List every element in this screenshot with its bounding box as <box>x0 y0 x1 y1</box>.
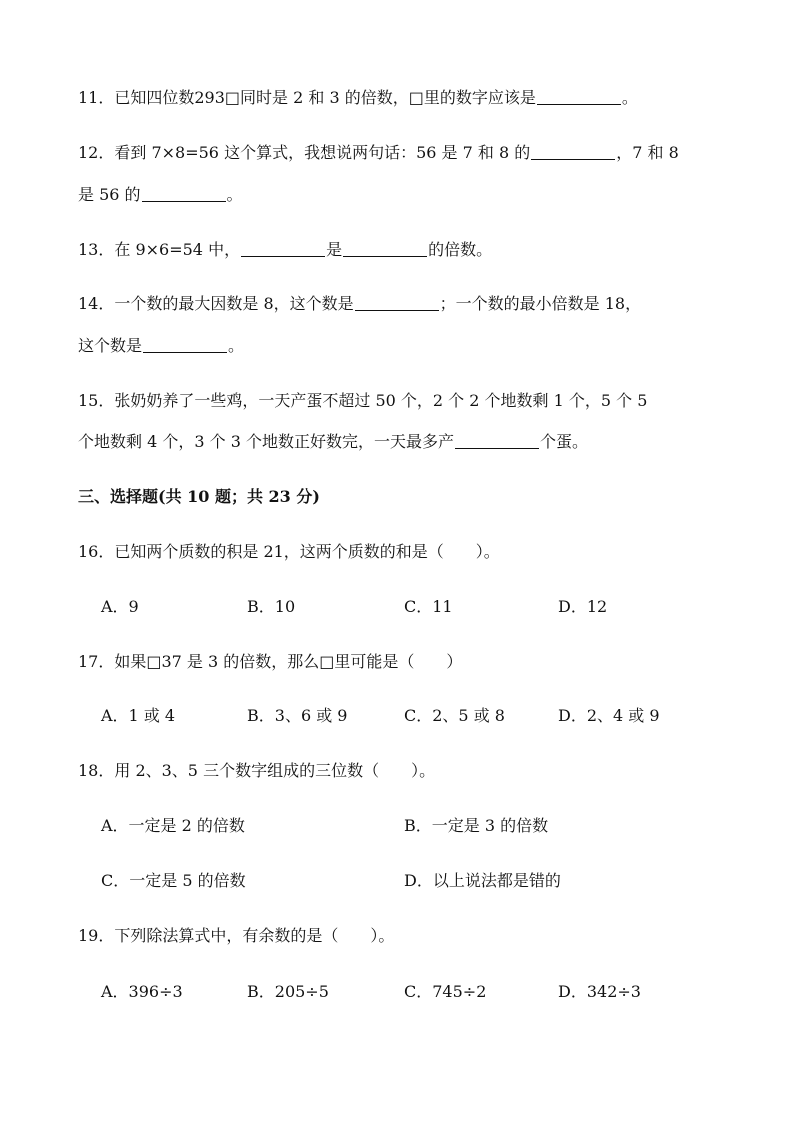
answer-blank[interactable] <box>537 88 621 105</box>
question-text: 。 <box>621 88 638 107</box>
question-12-line-1 <box>78 143 679 163</box>
question-text: 13．在 9×6=54 中， <box>78 240 241 259</box>
section-heading: 三、选择题(共 10 题；共 23 分) <box>78 487 320 506</box>
option-d[interactable]: D．342÷3 <box>558 982 641 1001</box>
question-text: 。 <box>226 185 243 204</box>
question-15-line-1 <box>78 391 647 411</box>
option-b[interactable]: B．10 <box>247 597 296 616</box>
option-a[interactable]: A．396÷3 <box>101 982 183 1001</box>
option-c[interactable]: C．11 <box>404 597 453 616</box>
question-text: 这个数是 <box>78 336 143 355</box>
question-19: 19．下列除法算式中，有余数的是（ ）。 <box>78 926 395 945</box>
question-text: 的倍数。 <box>428 240 493 259</box>
option-a[interactable]: A．1 或 4 <box>101 706 176 725</box>
question-11 <box>78 88 638 108</box>
question-text: 15．张奶奶养了一些鸡，一天产蛋不超过 50 个，2 个 2 个地数剩 1 个，5 个 5 <box>78 391 648 410</box>
option-d[interactable]: D．2、4 或 9 <box>558 706 660 725</box>
question-text: 。 <box>228 336 245 355</box>
option-b[interactable]: B．205÷5 <box>247 982 329 1001</box>
option-a[interactable]: A．9 <box>101 597 139 616</box>
answer-blank[interactable] <box>531 143 615 160</box>
option-a[interactable]: A．一定是 2 的倍数 <box>101 816 245 835</box>
question-14-line-2 <box>78 336 244 356</box>
question-text: ；一个数的最小倍数是 18， <box>439 294 642 313</box>
question-text: 个蛋。 <box>539 432 588 451</box>
answer-blank[interactable] <box>143 336 227 353</box>
option-c[interactable]: C．一定是 5 的倍数 <box>101 871 246 890</box>
question-text: 个地数剩 4 个，3 个 3 个地数正好数完，一天最多产 <box>78 432 454 451</box>
question-13 <box>78 240 492 260</box>
option-b[interactable]: B．一定是 3 的倍数 <box>404 816 549 835</box>
answer-blank[interactable] <box>241 240 325 257</box>
question-14-line-1 <box>78 294 641 314</box>
option-b[interactable]: B．3、6 或 9 <box>247 706 348 725</box>
option-d[interactable]: D．以上说法都是错的 <box>404 871 561 890</box>
question-16: 16．已知两个质数的积是 21，这两个质数的和是（ ）。 <box>78 542 500 561</box>
question-text: ，7 和 8 <box>616 143 679 162</box>
question-17: 17．如果□37 是 3 的倍数，那么□里可能是（ ） <box>78 652 463 671</box>
question-text: 12．看到 7×8=56 这个算式，我想说两句话：56 是 7 和 8 的 <box>78 143 531 162</box>
question-15-line-2 <box>78 432 588 452</box>
question-text: 是 56 的 <box>78 185 141 204</box>
answer-blank[interactable] <box>142 185 226 202</box>
answer-blank[interactable] <box>355 294 439 311</box>
question-text: 是 <box>326 240 343 259</box>
answer-blank[interactable] <box>343 240 427 257</box>
answer-blank[interactable] <box>455 432 539 449</box>
question-12-line-2 <box>78 185 243 205</box>
question-18: 18．用 2、3、5 三个数字组成的三位数（ ）。 <box>78 761 436 780</box>
option-c[interactable]: C．745÷2 <box>404 982 487 1001</box>
question-text: 14．一个数的最大因数是 8，这个数是 <box>78 294 354 313</box>
question-text: 11．已知四位数293□同时是 2 和 3 的倍数，□里的数字应该是 <box>78 88 536 107</box>
option-c[interactable]: C．2、5 或 8 <box>404 706 505 725</box>
option-d[interactable]: D．12 <box>558 597 608 616</box>
